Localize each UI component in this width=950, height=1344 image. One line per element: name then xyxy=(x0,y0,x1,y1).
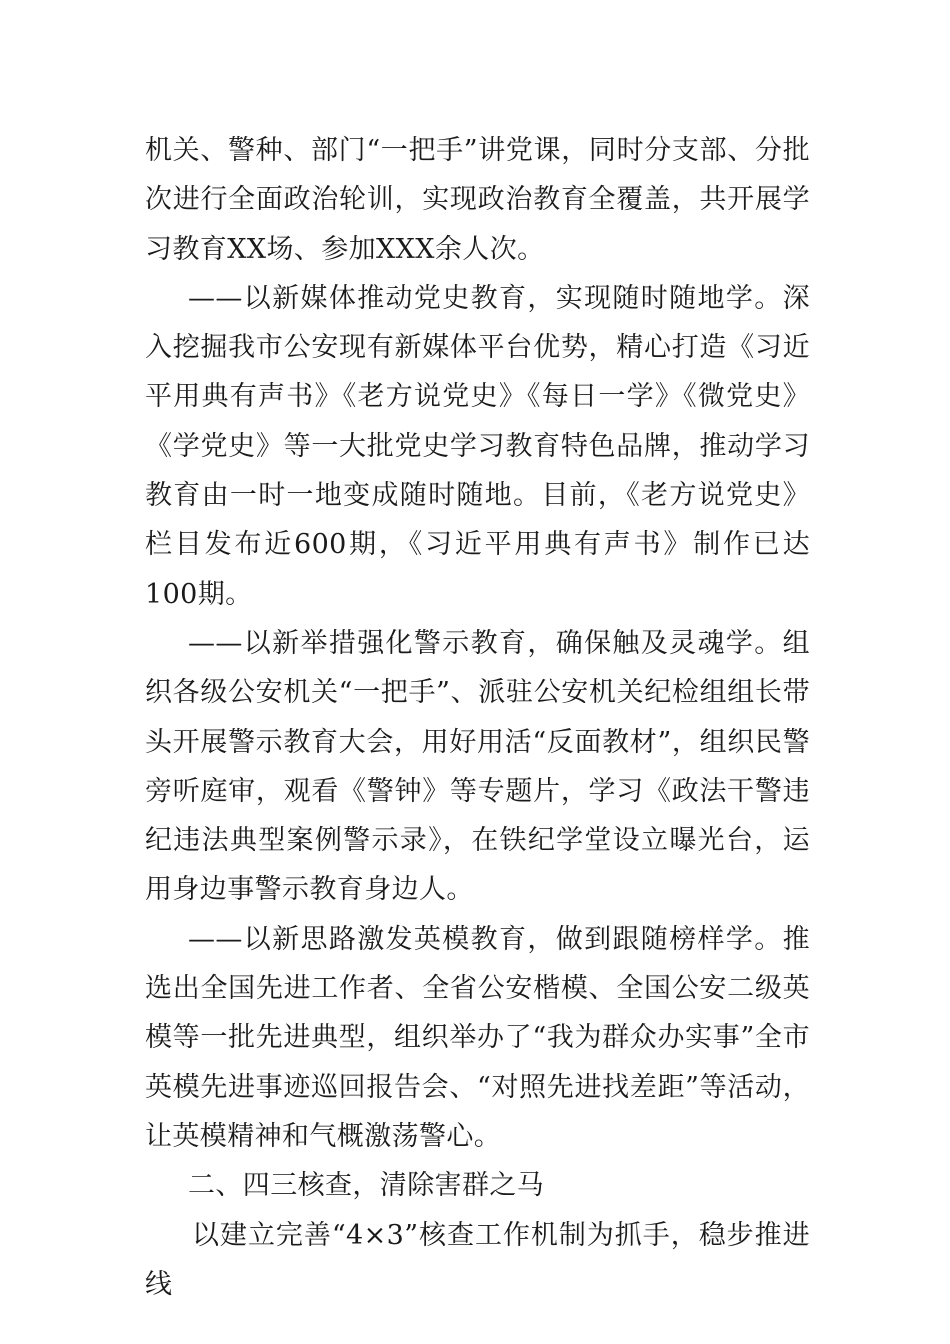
paragraph-verification-mechanism: 以建立完善“4×3”核查工作机制为抓手，稳步推进线 xyxy=(145,1219,810,1300)
document-body xyxy=(145,126,810,1309)
paragraph-model-education: ——以新思路激发英模教育，做到跟随榜样学。推选出全国先进工作者、全省公安楷模、全国公安二级英模等一批先进典型，组织举办了“我为群众办实事”全市英模先进事迹巡回报告会、“对照先进找差距”等活动，让英模精神和气概激荡警心。 xyxy=(145,923,810,1152)
paragraph-new-media-education: ——以新媒体推动党史教育，实现随时随地学。深入挖掘我市公安现有新媒体平台优势，精心打造《习近平用典有声书》《老方说党史》《每日一学》《微党史》《学党史》等一大批党史学习教育特色品牌，推动学习教育由一时一地变成随时随地。目前，《老方说党史》栏目发布近600期，《习近平用典有声书》制作已达100期。 xyxy=(145,282,810,610)
paragraph-continuation: 机关、警种、部门“一把手”讲党课，同时分支部、分批次进行全面政治轮训，实现政治教育全覆盖，共开展学习教育XX场、参加XXX余人次。 xyxy=(145,135,810,265)
section-heading-verification: 二、四三核查，清除害群之马 xyxy=(188,1170,545,1202)
paragraph-warning-education: ——以新举措强化警示教育，确保触及灵魂学。组织各级公安机关“一把手”、派驻公安机关纪检组组长带头开展警示教育大会，用好用活“反面教材”，组织民警旁听庭审，观看《警钟》等专题片，学习《政法干警违纪违法典型案例警示录》，在铁纪学堂设立曝光台，运用身边事警示教育身边人。 xyxy=(145,627,810,906)
